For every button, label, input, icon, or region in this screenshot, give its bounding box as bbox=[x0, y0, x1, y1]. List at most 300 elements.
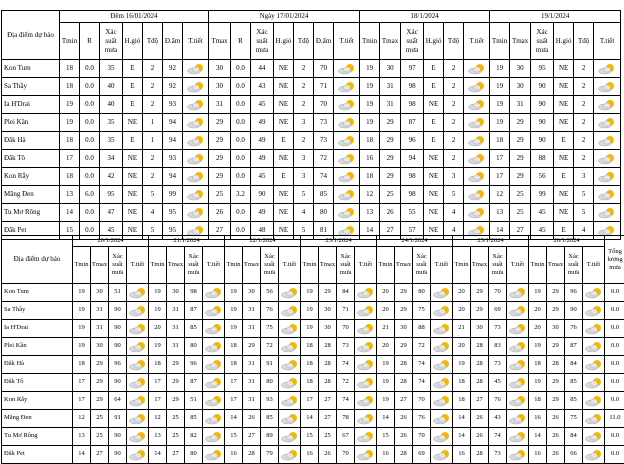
data-cell: 18 bbox=[301, 356, 319, 374]
data-cell: 47 bbox=[100, 204, 123, 222]
data-cell: 18 bbox=[149, 356, 167, 374]
data-cell: 93 bbox=[261, 392, 279, 410]
data-cell: 72 bbox=[314, 150, 334, 168]
data-cell: NE bbox=[274, 186, 294, 204]
data-cell: 28 bbox=[319, 338, 337, 356]
weather-cell bbox=[203, 374, 225, 392]
data-cell: 45 bbox=[100, 222, 123, 240]
data-cell: 90 bbox=[531, 114, 554, 132]
data-cell: 28 bbox=[471, 338, 489, 356]
data-cell: NE bbox=[424, 96, 444, 114]
data-cell: 2 bbox=[574, 150, 594, 168]
data-cell: 31 bbox=[243, 320, 261, 338]
column-header: H.gió bbox=[424, 23, 444, 60]
data-cell: 2 bbox=[294, 60, 314, 78]
data-cell: 16 bbox=[360, 150, 380, 168]
sun-cloud-icon bbox=[280, 341, 300, 353]
data-cell: 94 bbox=[163, 168, 183, 186]
data-cell: 14 bbox=[490, 222, 510, 240]
sun-cloud-icon bbox=[432, 413, 452, 425]
data-cell: 29 bbox=[209, 168, 231, 186]
column-header: Xác suất mưa bbox=[100, 23, 123, 60]
sun-cloud-icon bbox=[337, 117, 357, 129]
data-cell: 29 bbox=[547, 284, 565, 302]
data-cell: E bbox=[554, 222, 574, 240]
data-cell: 28 bbox=[319, 356, 337, 374]
data-cell: 14 bbox=[149, 446, 167, 464]
sun-cloud-icon bbox=[597, 81, 617, 93]
data-cell: 28 bbox=[243, 446, 261, 464]
data-cell: 20 bbox=[377, 338, 395, 356]
data-cell: 95 bbox=[163, 222, 183, 240]
column-header: T.tiết bbox=[183, 23, 209, 60]
weather-cell bbox=[431, 446, 453, 464]
data-cell: 98 bbox=[185, 284, 203, 302]
period-date: 21/1/2024 bbox=[149, 236, 225, 247]
data-cell: 70 bbox=[413, 392, 431, 410]
weather-cell bbox=[127, 356, 149, 374]
data-cell: 30 bbox=[547, 320, 565, 338]
forecast-table-bottom bbox=[1, 235, 624, 464]
table-row bbox=[2, 60, 621, 78]
data-cell: 20 bbox=[529, 302, 547, 320]
weather-cell bbox=[334, 60, 360, 78]
data-cell: 14 bbox=[60, 204, 80, 222]
data-cell: 30 bbox=[167, 284, 185, 302]
weather-cell bbox=[583, 356, 605, 374]
total-rain-cell: 0.0 bbox=[605, 356, 624, 374]
data-cell: 5 bbox=[143, 222, 163, 240]
weather-cell bbox=[464, 132, 490, 150]
weather-cell bbox=[594, 204, 621, 222]
period-date: 24/1/2024 bbox=[377, 236, 453, 247]
data-cell: 71 bbox=[314, 78, 334, 96]
sun-cloud-icon bbox=[597, 153, 617, 165]
data-cell: 29 bbox=[91, 392, 109, 410]
location-name: Ia H'Drai bbox=[2, 96, 60, 114]
column-header: Đ.ẩm bbox=[314, 23, 334, 60]
weather-cell bbox=[507, 320, 529, 338]
data-cell: 29 bbox=[209, 132, 231, 150]
data-cell: 12 bbox=[490, 186, 510, 204]
location-name: Măng Đen bbox=[2, 186, 60, 204]
location-name: Đăk Pet bbox=[2, 222, 60, 240]
data-cell: 0.0 bbox=[231, 78, 251, 96]
data-cell: 27 bbox=[319, 392, 337, 410]
data-cell: 31 bbox=[91, 302, 109, 320]
data-cell: 2 bbox=[444, 114, 464, 132]
data-cell: 85 bbox=[185, 410, 203, 428]
sun-cloud-icon bbox=[584, 431, 604, 443]
data-cell: 90 bbox=[531, 78, 554, 96]
column-header: Tmin bbox=[529, 247, 547, 284]
data-cell: 19 bbox=[73, 302, 91, 320]
sun-cloud-icon bbox=[186, 63, 206, 75]
sun-cloud-icon bbox=[186, 117, 206, 129]
data-cell: 18 bbox=[73, 356, 91, 374]
data-cell: 72 bbox=[337, 374, 355, 392]
location-name: Tu Mơ Rông bbox=[2, 204, 60, 222]
sun-cloud-icon bbox=[597, 99, 617, 111]
weather-cell bbox=[464, 78, 490, 96]
data-cell: 5 bbox=[574, 204, 594, 222]
weather-cell bbox=[507, 392, 529, 410]
data-cell: 85 bbox=[261, 410, 279, 428]
sun-cloud-icon bbox=[432, 305, 452, 317]
period-date: Ngày 17/01/2024 bbox=[209, 11, 360, 23]
data-cell: 19 bbox=[490, 78, 510, 96]
data-cell: NE bbox=[554, 114, 574, 132]
weather-cell bbox=[594, 114, 621, 132]
weather-cell bbox=[464, 150, 490, 168]
data-cell: NE bbox=[554, 96, 574, 114]
location-name: Kon Tum bbox=[2, 60, 60, 78]
total-rain-cell: 0.0 bbox=[605, 428, 624, 446]
data-cell: 98 bbox=[401, 186, 424, 204]
data-cell: NE bbox=[274, 96, 294, 114]
data-cell: 93 bbox=[163, 150, 183, 168]
data-cell: 90 bbox=[109, 428, 127, 446]
data-cell: 64 bbox=[109, 392, 127, 410]
data-cell: 0.0 bbox=[231, 132, 251, 150]
data-cell: E bbox=[123, 60, 143, 78]
sun-cloud-icon bbox=[467, 99, 487, 111]
data-cell: 42 bbox=[100, 168, 123, 186]
data-cell: NE bbox=[123, 150, 143, 168]
sun-cloud-icon bbox=[128, 305, 148, 317]
location-name: Plei Kần bbox=[2, 114, 60, 132]
total-rain-cell: 0.0 bbox=[605, 392, 624, 410]
sun-cloud-icon bbox=[467, 189, 487, 201]
data-cell: 19 bbox=[360, 96, 380, 114]
table-row bbox=[2, 114, 621, 132]
sun-cloud-icon bbox=[584, 413, 604, 425]
data-cell: 3 bbox=[294, 150, 314, 168]
table-row bbox=[2, 168, 621, 186]
data-cell: 19 bbox=[377, 374, 395, 392]
data-cell: 31 bbox=[167, 338, 185, 356]
data-cell: 29 bbox=[547, 302, 565, 320]
data-cell: 31 bbox=[167, 320, 185, 338]
weather-cell bbox=[203, 338, 225, 356]
data-cell: 17 bbox=[60, 150, 80, 168]
data-cell: 19 bbox=[149, 302, 167, 320]
data-cell: 19 bbox=[490, 114, 510, 132]
location-name: Măng Đen bbox=[2, 410, 73, 428]
data-cell: 18 bbox=[453, 374, 471, 392]
data-cell: E bbox=[274, 132, 294, 150]
data-cell: 25 bbox=[510, 204, 531, 222]
data-cell: 75 bbox=[565, 410, 583, 428]
data-cell: 27 bbox=[510, 222, 531, 240]
total-rain-cell: 11.0 bbox=[605, 410, 624, 428]
data-cell: 49 bbox=[251, 114, 274, 132]
data-cell: 29 bbox=[471, 284, 489, 302]
column-header: Tmax bbox=[547, 247, 565, 284]
column-header: Tmax bbox=[209, 23, 231, 60]
data-cell: 29 bbox=[547, 392, 565, 410]
data-cell: 98 bbox=[401, 96, 424, 114]
column-header: Xác suất mưa bbox=[185, 247, 203, 284]
data-cell: 2 bbox=[294, 132, 314, 150]
data-cell: 29 bbox=[167, 356, 185, 374]
column-header: Tmax bbox=[91, 247, 109, 284]
data-cell: 17 bbox=[301, 392, 319, 410]
weather-cell bbox=[127, 374, 149, 392]
sun-cloud-icon bbox=[432, 341, 452, 353]
sun-cloud-icon bbox=[204, 287, 224, 299]
data-cell: 29 bbox=[209, 114, 231, 132]
location-name: Đăk Hà bbox=[2, 356, 73, 374]
sun-cloud-icon bbox=[204, 323, 224, 335]
column-header: Tmax bbox=[243, 247, 261, 284]
weather-cell bbox=[431, 392, 453, 410]
sun-cloud-icon bbox=[467, 117, 487, 129]
sun-cloud-icon bbox=[280, 449, 300, 461]
data-cell: 82 bbox=[185, 428, 203, 446]
period-date: 26/1/2024 bbox=[529, 236, 605, 247]
data-cell: 16 bbox=[529, 410, 547, 428]
data-cell: 29 bbox=[243, 338, 261, 356]
data-cell: 0.0 bbox=[80, 132, 100, 150]
data-cell: 14 bbox=[453, 428, 471, 446]
data-cell: NE bbox=[274, 222, 294, 240]
data-cell: NE bbox=[554, 60, 574, 78]
sun-cloud-icon bbox=[467, 135, 487, 147]
data-cell: 29 bbox=[91, 356, 109, 374]
weather-cell bbox=[431, 320, 453, 338]
sun-cloud-icon bbox=[337, 171, 357, 183]
weather-cell bbox=[127, 446, 149, 464]
data-cell: NE bbox=[123, 114, 143, 132]
data-cell: 2 bbox=[574, 96, 594, 114]
data-cell: 26 bbox=[380, 204, 401, 222]
sun-cloud-icon bbox=[280, 305, 300, 317]
sun-cloud-icon bbox=[597, 63, 617, 75]
data-cell: 43 bbox=[489, 410, 507, 428]
column-header: Tmin bbox=[377, 247, 395, 284]
data-cell: 73 bbox=[489, 320, 507, 338]
data-cell: 16 bbox=[225, 446, 243, 464]
location-name: Sa Thầy bbox=[2, 78, 60, 96]
weather-cell bbox=[507, 446, 529, 464]
data-cell: 16 bbox=[377, 446, 395, 464]
data-cell: 51 bbox=[185, 392, 203, 410]
data-cell: 0.0 bbox=[80, 222, 100, 240]
data-cell: 2 bbox=[574, 114, 594, 132]
data-cell: 18 bbox=[225, 338, 243, 356]
data-cell: 14 bbox=[301, 410, 319, 428]
data-cell: 21 bbox=[453, 320, 471, 338]
weather-cell bbox=[431, 284, 453, 302]
weather-cell bbox=[127, 410, 149, 428]
data-cell: 0.0 bbox=[231, 204, 251, 222]
data-cell: 94 bbox=[163, 132, 183, 150]
data-cell: 17 bbox=[149, 374, 167, 392]
data-cell: 0.0 bbox=[80, 96, 100, 114]
data-cell: E bbox=[424, 78, 444, 96]
weather-cell bbox=[464, 168, 490, 186]
data-cell: 29 bbox=[510, 114, 531, 132]
data-cell: 98 bbox=[401, 78, 424, 96]
data-cell: 1 bbox=[143, 132, 163, 150]
weather-cell bbox=[334, 186, 360, 204]
total-rain-cell: 0.0 bbox=[605, 320, 624, 338]
table-row bbox=[2, 320, 624, 338]
data-cell: 31 bbox=[243, 356, 261, 374]
sun-cloud-icon bbox=[204, 413, 224, 425]
data-cell: 98 bbox=[401, 168, 424, 186]
column-header: Tđộ bbox=[444, 23, 464, 60]
data-cell: 3 bbox=[294, 168, 314, 186]
weather-cell bbox=[583, 392, 605, 410]
weather-cell bbox=[507, 356, 529, 374]
data-cell: 19 bbox=[225, 284, 243, 302]
data-cell: 25 bbox=[167, 410, 185, 428]
data-cell: 29 bbox=[510, 168, 531, 186]
total-rain-header: Tổng lượng mưa bbox=[605, 236, 624, 284]
weather-cell bbox=[279, 302, 301, 320]
sun-cloud-icon bbox=[204, 377, 224, 389]
location-name: Đăk Hà bbox=[2, 132, 60, 150]
table-row bbox=[2, 204, 621, 222]
weather-cell bbox=[583, 374, 605, 392]
data-cell: E bbox=[123, 96, 143, 114]
table-row bbox=[2, 446, 624, 464]
sun-cloud-icon bbox=[597, 135, 617, 147]
data-cell: 92 bbox=[163, 78, 183, 96]
data-cell: 19 bbox=[225, 302, 243, 320]
data-cell: 2 bbox=[574, 78, 594, 96]
location-name: Đăk Tô bbox=[2, 150, 60, 168]
column-header: Tmax bbox=[395, 247, 413, 284]
sun-cloud-icon bbox=[432, 323, 452, 335]
data-cell: 0.0 bbox=[80, 150, 100, 168]
weather-cell bbox=[464, 204, 490, 222]
data-cell: E bbox=[123, 132, 143, 150]
location-name: Plei Kần bbox=[2, 338, 73, 356]
data-cell: 17 bbox=[73, 374, 91, 392]
data-cell: 28 bbox=[395, 446, 413, 464]
data-cell: 14 bbox=[377, 410, 395, 428]
data-cell: 71 bbox=[337, 302, 355, 320]
weather-cell bbox=[183, 60, 209, 78]
data-cell: 3.2 bbox=[231, 186, 251, 204]
sun-cloud-icon bbox=[280, 377, 300, 389]
data-cell: 26 bbox=[395, 428, 413, 446]
weather-cell bbox=[183, 114, 209, 132]
data-cell: 90 bbox=[565, 302, 583, 320]
sun-cloud-icon bbox=[204, 341, 224, 353]
data-cell: 40 bbox=[100, 96, 123, 114]
data-cell: 18 bbox=[301, 338, 319, 356]
data-cell: 27 bbox=[243, 428, 261, 446]
data-cell: 5 bbox=[574, 186, 594, 204]
data-cell: E bbox=[424, 132, 444, 150]
weather-cell bbox=[203, 428, 225, 446]
sun-cloud-icon bbox=[337, 99, 357, 111]
period-date: 22/1/2024 bbox=[225, 236, 301, 247]
data-cell: 96 bbox=[565, 284, 583, 302]
sun-cloud-icon bbox=[204, 359, 224, 371]
weather-cell bbox=[507, 284, 529, 302]
data-cell: 29 bbox=[91, 374, 109, 392]
sun-cloud-icon bbox=[508, 431, 528, 443]
data-cell: 25 bbox=[319, 428, 337, 446]
data-cell: 30 bbox=[380, 60, 401, 78]
sun-cloud-icon bbox=[584, 449, 604, 461]
sun-cloud-icon bbox=[467, 171, 487, 183]
data-cell: 14 bbox=[453, 410, 471, 428]
data-cell: 0.0 bbox=[231, 96, 251, 114]
data-cell: E bbox=[554, 132, 574, 150]
data-cell: 51 bbox=[109, 284, 127, 302]
sun-cloud-icon bbox=[280, 413, 300, 425]
period-date: Đêm 16/01/2024 bbox=[60, 11, 209, 23]
data-cell: 13 bbox=[149, 428, 167, 446]
table-row bbox=[2, 410, 624, 428]
weather-cell bbox=[355, 356, 377, 374]
data-cell: 96 bbox=[401, 132, 424, 150]
sun-cloud-icon bbox=[584, 395, 604, 407]
sun-cloud-icon bbox=[432, 395, 452, 407]
data-cell: 94 bbox=[163, 114, 183, 132]
data-cell: 5 bbox=[294, 222, 314, 240]
data-cell: E bbox=[554, 168, 574, 186]
weather-cell bbox=[431, 428, 453, 446]
sun-cloud-icon bbox=[508, 323, 528, 335]
data-cell: 17 bbox=[225, 392, 243, 410]
weather-cell bbox=[431, 302, 453, 320]
data-cell: 2 bbox=[143, 150, 163, 168]
sun-cloud-icon bbox=[432, 359, 452, 371]
data-cell: 29 bbox=[380, 150, 401, 168]
sun-cloud-icon bbox=[508, 377, 528, 389]
sun-cloud-icon bbox=[584, 287, 604, 299]
data-cell: 87 bbox=[185, 302, 203, 320]
sun-cloud-icon bbox=[597, 189, 617, 201]
sun-cloud-icon bbox=[337, 189, 357, 201]
data-cell: 90 bbox=[109, 338, 127, 356]
data-cell: 5 bbox=[294, 186, 314, 204]
sun-cloud-icon bbox=[356, 287, 376, 299]
data-cell: 15 bbox=[301, 428, 319, 446]
data-cell: 17 bbox=[490, 150, 510, 168]
data-cell: 19 bbox=[73, 284, 91, 302]
data-cell: NE bbox=[554, 150, 574, 168]
data-cell: 2 bbox=[574, 60, 594, 78]
data-cell: 16 bbox=[301, 446, 319, 464]
weather-cell bbox=[127, 320, 149, 338]
data-cell: 76 bbox=[565, 320, 583, 338]
data-cell: 74 bbox=[489, 428, 507, 446]
data-cell: 81 bbox=[314, 222, 334, 240]
weather-cell bbox=[334, 78, 360, 96]
sun-cloud-icon bbox=[356, 449, 376, 461]
weather-cell bbox=[203, 284, 225, 302]
data-cell: 6.0 bbox=[80, 186, 100, 204]
data-cell: 66 bbox=[565, 446, 583, 464]
data-cell: 19 bbox=[60, 114, 80, 132]
data-cell: 45 bbox=[489, 374, 507, 392]
sun-cloud-icon bbox=[280, 323, 300, 335]
data-cell: E bbox=[274, 168, 294, 186]
data-cell: 2 bbox=[143, 96, 163, 114]
data-cell: 85 bbox=[314, 186, 334, 204]
column-header: T.tiết bbox=[507, 247, 529, 284]
data-cell: 0.0 bbox=[231, 114, 251, 132]
data-cell: 16 bbox=[453, 446, 471, 464]
